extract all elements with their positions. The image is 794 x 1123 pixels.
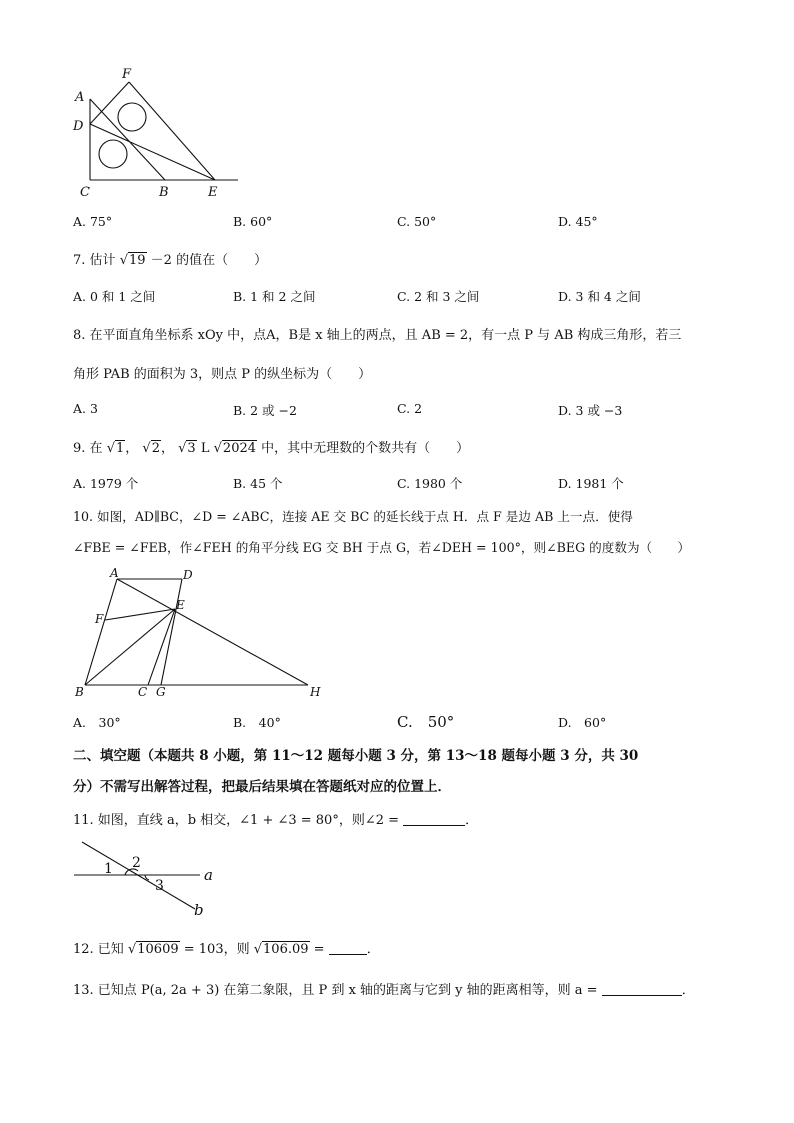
- q10-option-d: D. 60°: [558, 715, 607, 730]
- figure-triangles-circles: [70, 62, 250, 202]
- q11-answer-blank: [403, 812, 465, 826]
- q12-equals: =: [313, 942, 325, 957]
- q7-stem: 7. 估计: [73, 253, 116, 268]
- q6-option-b: B. 60°: [233, 214, 273, 229]
- q11-line-a: a: [204, 866, 213, 884]
- q11-end: ．: [465, 813, 479, 828]
- q11-angle-3: 3: [155, 878, 164, 894]
- section-2-heading-line1: 二、填空题（本题共 8 小题，第 11～12 题每小题 3 分，第 13～18 题每小题 3 分，共 30: [73, 748, 639, 764]
- q8-option-a: A. 3: [73, 401, 98, 416]
- q12-sqrt-2: √106.09: [253, 942, 309, 957]
- q11-angle-2: 2: [132, 855, 141, 871]
- q9-stem: 9. 在: [73, 441, 103, 456]
- q10-label-B: B: [75, 685, 84, 699]
- q8-option-b: B. 2 或 −2: [233, 403, 297, 418]
- q7-sqrt: √19: [119, 253, 146, 268]
- fig1-label-A: A: [75, 90, 85, 105]
- q6-option-a: A. 75°: [73, 214, 113, 229]
- q11-line-b: b: [194, 901, 204, 919]
- q9-radicand-1: 1: [115, 441, 125, 456]
- question-11: [73, 809, 478, 828]
- question-7: [73, 249, 267, 268]
- q12-radicand-2: 106.09: [263, 942, 309, 957]
- q11-angle-1: 1: [104, 861, 113, 877]
- q7-option-b: B. 1 和 2 之间: [233, 289, 316, 304]
- q9-sqrt-2: √2: [142, 441, 160, 456]
- q6-option-c: C. 50°: [397, 214, 437, 229]
- q12-sqrt-1: √10609: [127, 942, 179, 957]
- question-8-line1: 8. 在平面直角坐标系 xOy 中，点A，B是 x 轴上的两点，且 AB = 2，有一点 P 与 AB 构成三角形，若三: [73, 328, 682, 343]
- q9-option-c: C. 1980 个: [397, 476, 463, 491]
- q9-radicand-2: 2: [151, 441, 160, 456]
- q13-answer-blank: [602, 982, 682, 996]
- q9-sqrt-4: √2024: [213, 441, 257, 456]
- q13-end: ．: [681, 983, 695, 998]
- question-10-line1: 10. 如图，AD∥BC，∠D = ∠ABC，连接 AE 交 BC 的延长线于点 H．点 F 是边 AB 上一点．使得: [73, 509, 633, 524]
- q7-option-c: C. 2 和 3 之间: [397, 289, 480, 304]
- q13-stem: 13. 已知点 P(a, 2a + 3) 在第二象限，且 P 到 x 轴的距离与它到 y 轴的距离相等，则 a =: [73, 983, 598, 998]
- q9-option-a: A. 1979 个: [73, 476, 139, 491]
- q12-stem-mid: = 103，则: [183, 942, 250, 957]
- q6-option-d: D. 45°: [558, 214, 598, 229]
- q9-stem-end: 中，其中无理数的个数共有（ ）: [261, 441, 470, 456]
- q9-option-b: B. 45 个: [233, 476, 283, 491]
- q10-option-b: B. 40°: [233, 715, 281, 730]
- fig1-label-F: F: [122, 67, 132, 82]
- q9-sqrt-3: √3: [178, 441, 196, 456]
- question-8-line2: 角形 PAB 的面积为 3，则点 P 的纵坐标为（ ）: [73, 367, 372, 382]
- q9-option-d: D. 1981 个: [558, 476, 624, 491]
- q12-radicand-1: 10609: [137, 942, 179, 957]
- q10-label-G: G: [156, 685, 166, 699]
- q12-answer-blank: [329, 941, 367, 955]
- question-10-line2: ∠FBE = ∠FEB，作∠FEH 的角平分线 EG 交 BH 于点 G，若∠DEH = 100°，则∠BEG 的度数为（ ）: [73, 540, 690, 555]
- q10-label-H: H: [310, 685, 321, 699]
- question-9: 9. 在 √1， √2， √3 L √2024 中，其中无理数的个数共有（ ）: [73, 441, 470, 456]
- q7-option-d: D. 3 和 4 之间: [558, 289, 641, 304]
- q10-label-F: F: [95, 612, 104, 626]
- fig1-label-B: B: [159, 185, 169, 200]
- q12-stem: 12. 已知: [73, 942, 124, 957]
- q10-label-C: C: [138, 685, 148, 699]
- q8-option-d: D. 3 或 −3: [558, 403, 623, 418]
- section-2-heading-line2: 分）不需写出解答过程，把最后结果填在答题纸对应的位置上．: [73, 779, 451, 795]
- fig1-label-D: D: [73, 119, 84, 134]
- q7-radicand: 19: [128, 253, 146, 268]
- q10-label-E: E: [176, 598, 185, 612]
- fig1-label-C: C: [80, 185, 90, 200]
- q10-option-a: A. 30°: [73, 715, 121, 730]
- q9-radicand-3: 3: [187, 441, 196, 456]
- figure-q11-lines: [70, 838, 230, 920]
- q9-dots: L: [200, 441, 210, 456]
- q10-label-A: A: [110, 566, 119, 580]
- q9-sqrt-1: √1: [106, 441, 125, 456]
- figure-q10-trapezoid: [70, 565, 330, 700]
- q8-option-c: C. 2: [397, 401, 423, 416]
- q9-radicand-4: 2024: [222, 441, 257, 456]
- question-13: [73, 979, 695, 998]
- q12-end: ．: [366, 942, 380, 957]
- q10-option-c: C. 50°: [397, 713, 455, 731]
- q7-stem-end: －2 的值在（ ）: [150, 253, 268, 268]
- fig1-label-E: E: [208, 185, 218, 200]
- q7-option-a: A. 0 和 1 之间: [73, 289, 156, 304]
- question-12: [73, 938, 380, 957]
- q10-label-D: D: [183, 568, 193, 582]
- q11-stem: 11. 如图，直线 a，b 相交，∠1 + ∠3 = 80°，则∠2 =: [73, 813, 400, 828]
